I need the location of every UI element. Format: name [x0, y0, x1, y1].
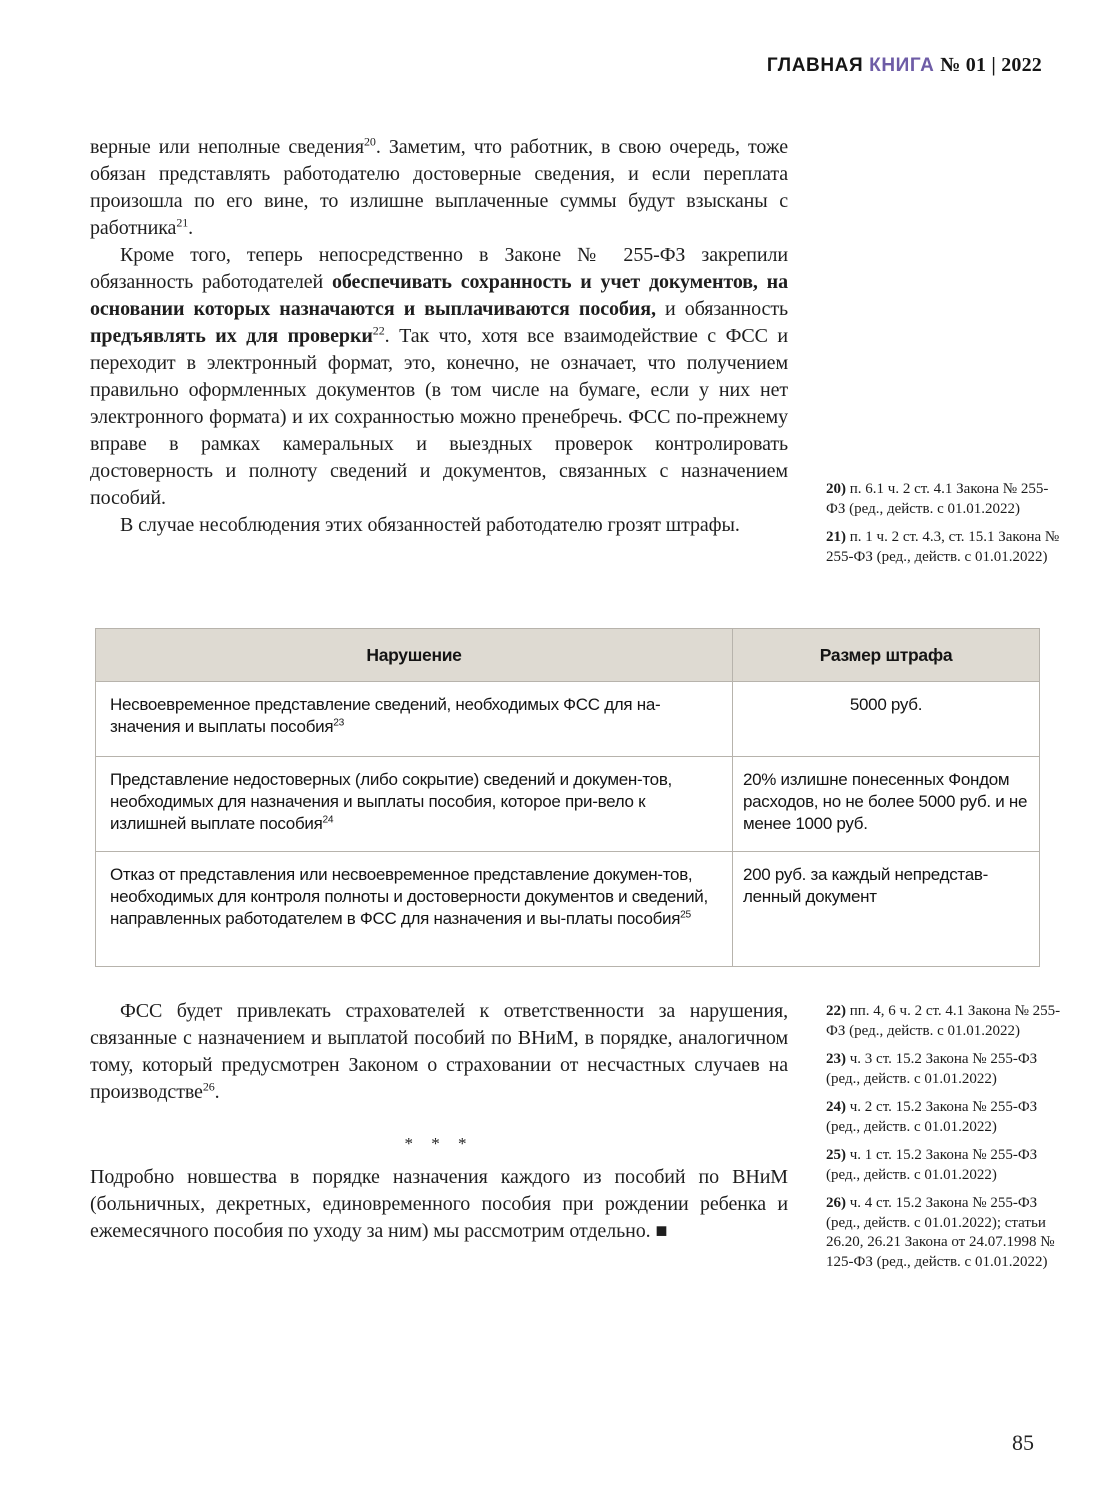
text-segment: пп. 4, 6 ч. 2 ст. 4.1 Закона № 255-ФЗ (ред., действ. с 01.01.2022) — [826, 1003, 1061, 1039]
text-segment: 25) — [826, 1147, 850, 1163]
text-segment: ч. 1 ст. 15.2 Закона № 255-ФЗ (ред., действ. с 01.01.2022) — [826, 1147, 1038, 1183]
text-segment: 200 руб. за каждый непредстав-ленный документ — [743, 865, 988, 906]
footnote-ref: 21 — [176, 215, 189, 230]
table-header-violation: Нарушение — [96, 629, 733, 682]
text-segment: . — [214, 1081, 220, 1103]
footnote — [826, 480, 1066, 519]
text-segment: Представление недостоверных (либо сокрытие) сведений и докумен-тов, необходимых для назначения и выплаты пособия, которое при-вело к излишней выплате пособия — [110, 770, 672, 833]
text-segment: 24) — [826, 1099, 850, 1115]
violation-cell — [96, 757, 733, 852]
text-segment: п. 1 ч. 2 ст. 4.3, ст. 15.1 Закона № 255-ФЗ (ред., действ. с 01.01.2022) — [826, 529, 1060, 565]
violation-cell — [96, 852, 733, 967]
footnote-ref: 23 — [333, 717, 344, 729]
text-segment: и обязанность — [655, 298, 788, 320]
footnotes-top — [826, 480, 1066, 576]
fines-table — [95, 628, 1040, 967]
table-row — [96, 682, 1040, 757]
masthead — [767, 54, 1042, 77]
masthead-issue-number: № 01 | 2022 — [940, 54, 1042, 76]
paragraph-fines-intro — [90, 512, 788, 539]
footnote-ref: 25 — [680, 909, 691, 921]
text-segment: обеспечивать сохранность и учет документов, на основании которых назначаются и выплачиваются пособия, — [90, 271, 788, 320]
text-segment: 20) — [826, 481, 850, 497]
footnote — [826, 1194, 1066, 1272]
text-segment: 21) — [826, 529, 850, 545]
fine-cell — [733, 757, 1040, 852]
text-segment: 23) — [826, 1051, 850, 1067]
violation-cell — [96, 682, 733, 757]
footnote — [826, 1098, 1066, 1137]
text-segment: ФСС будет привлекать страхователей к ответственности за нарушения, связанные с назначением и выплатой пособий по ВНиМ, в порядке, аналогичном тому, который предусмотрен Законом о страховании от несчастных случаев на производстве — [90, 1000, 788, 1103]
text-segment: верные или неполные сведения — [90, 136, 365, 158]
footnote — [826, 1050, 1066, 1089]
paragraph-closing — [90, 1164, 788, 1245]
text-segment: ч. 3 ст. 15.2 Закона № 255-ФЗ (ред., действ. с 01.01.2022) — [826, 1051, 1038, 1087]
fine-cell — [733, 682, 1040, 757]
text-segment: п. 6.1 ч. 2 ст. 4.1 Закона № 255-ФЗ (ред., действ. с 01.01.2022) — [826, 481, 1049, 517]
text-segment: предъявлять их для проверки — [90, 325, 373, 347]
table-header-row — [96, 629, 1040, 682]
fine-text — [743, 864, 1029, 908]
footnote-ref: 20 — [364, 134, 376, 149]
masthead-title-black: ГЛАВНАЯ — [766, 55, 864, 76]
footnotes-bottom — [826, 1002, 1066, 1281]
footnote — [826, 1146, 1066, 1185]
footnote — [826, 528, 1066, 567]
text-segment: 26) — [826, 1195, 850, 1211]
fine-text — [743, 769, 1029, 835]
text-segment: Подробно новшества в порядке назначения каждого из пособий по ВНиМ (больничных, декретных, единовременного пособия при рождении ребенка и ежемесячного пособия по уходу за ним) мы рассмотрим отдельно. ■ — [90, 1166, 788, 1242]
text-segment: . Заметим, что работник, в свою очередь, тоже обязан представлять работодателю достоверные сведения, и если переплата произошла по его вине, то излишне выплаченные суммы будут взысканы с работника — [90, 136, 788, 239]
article-body-after-table — [90, 998, 788, 1106]
paragraph-fss-liability — [90, 998, 788, 1106]
article-body-closing — [90, 1164, 788, 1245]
footnote-ref: 26 — [202, 1079, 215, 1094]
text-segment: . Так что, хотя все взаимодействие с ФСС и переходит в электронный формат, это, конечно, не означает, что получением правильно оформленных документов (в том числе на бумаге, если у них нет электронного формата) и их сохранностью можно пренебречь. ФСС по-прежнему вправе в рамках камеральных и выездных проверок контролировать достоверность и полноту сведений и документов, связанных с назначением пособий. — [90, 325, 788, 509]
text-segment: Кроме того, теперь непосредственно в Законе № 255-ФЗ закрепили обязанность работодателей — [90, 244, 788, 293]
text-segment: ч. 2 ст. 15.2 Закона № 255-ФЗ (ред., действ. с 01.01.2022) — [826, 1099, 1038, 1135]
text-segment: ч. 4 ст. 15.2 Закона № 255-ФЗ (ред., действ. с 01.01.2022); статьи 26.20, 26.21 Закона от 24.07.1998 № 125-ФЗ (ред., действ. с 01.01.2022) — [826, 1195, 1055, 1270]
table-row — [96, 852, 1040, 967]
table-row — [96, 757, 1040, 852]
footnote — [826, 1002, 1066, 1041]
text-segment: Несвоевременное представление сведений, необходимых ФСС для на-значения и выплаты пособия — [110, 695, 661, 736]
article-body-top — [90, 134, 788, 539]
masthead-title-accent: КНИГА — [869, 55, 935, 76]
table-header-fine: Размер штрафа — [733, 629, 1040, 682]
text-segment: 22) — [826, 1003, 850, 1019]
page-number: 85 — [1012, 1430, 1034, 1455]
text-segment: Отказ от представления или несвоевременное представление докумен-тов, необходимых для контроля полноты и достоверности документов и сведений, направленных работодателем в ФСС для назначения и вы-платы пособия — [110, 865, 708, 928]
paragraph-obligations — [90, 242, 788, 512]
footnote-ref: 22 — [372, 323, 385, 338]
section-separator: * * * — [404, 1134, 474, 1153]
text-segment: В случае несоблюдения этих обязанностей работодателю грозят штрафы. — [120, 514, 740, 536]
text-segment: 5000 руб. — [849, 695, 923, 714]
fine-text — [850, 694, 922, 716]
fine-cell — [733, 852, 1040, 967]
paragraph-continuation — [90, 134, 788, 242]
text-segment: 20% излишне понесенных Фондом расходов, но не более 5000 руб. и не менее 1000 руб. — [743, 770, 1028, 833]
footnote-ref: 24 — [322, 814, 334, 826]
text-segment: . — [188, 217, 194, 239]
